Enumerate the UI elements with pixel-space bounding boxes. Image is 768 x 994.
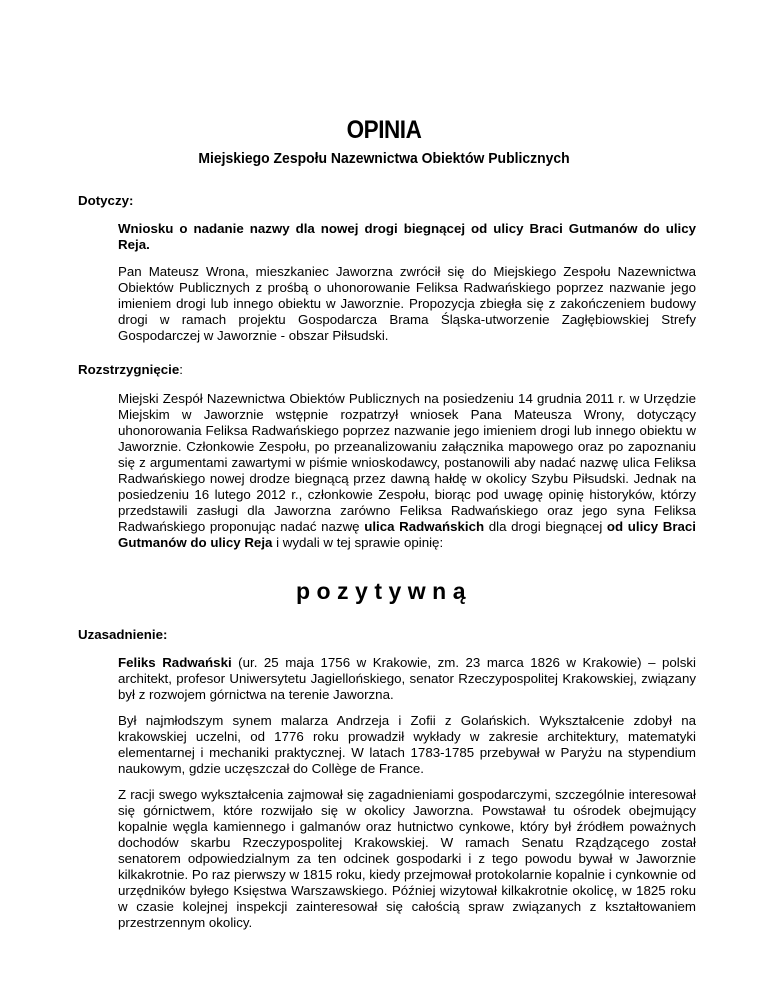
document-subtitle: Miejskiego Zespołu Nazewnictwa Obiektów Publicznych bbox=[198, 150, 570, 167]
uzasadnienie-paragraph-3: Z racji swego wykształcenia zajmował się zagadnieniami gospodarczymi, szczególnie interesował się górnictwem, które rozwijało się w okolicy Jaworzna. Powstawał tu ośrodek obejmujący kopalnie węgla kamiennego i galmanów oraz hutnictwo cynkowe, który był źródłem poważnych dochodów skarbu Rzeczypospolitej Krakowskiej. W ramach Senatu Rządzącego został senatorem odpowiedzialnym za ten odcinek gospodarki i z tego powodu bywał w Jaworznie kilkakrotnie. Po raz pierwszy w 1815 roku, kiedy przejmował protokolarnie kopalnie i cynkownie od urzędników byłego Księstwa Warszawskiego. Później wizytował kilkakrotnie okolicę, w 1825 roku w czasie kolejnej inspekcji zainteresował się całością spraw związanych z kształtowaniem przestrzennym okolicy. bbox=[118, 787, 696, 930]
rozstrzygniecie-paragraph bbox=[118, 391, 696, 551]
section-label-dotyczy: Dotyczy: bbox=[78, 193, 134, 208]
rozstrzygniecie-colon: : bbox=[179, 362, 183, 377]
person-name-bold: Feliks Radwański bbox=[118, 655, 232, 670]
rozstrzygniecie-text-1: Miejski Zespół Nazewnictwa Obiektów Publicznych na posiedzeniu 14 grudnia 2011 r. w Urzędzie Miejskim w Jaworznie wstępnie rozpatrzył wniosek Pana Mateusza Wrony, dotyczący uhonorowania Feliksa Radwańskiego poprzez nazwanie jego imieniem drogi lub innego obiektu w Jaworznie. Członkowie Zespołu, po przeanalizowaniu załącznika mapowego oraz po zapoznaniu się z argumentami zawartymi w piśmie wnioskodawcy, postanowili aby nadać nazwę ulica Feliksa Radwańskiego nowej drodze biegnącą przez dawną hałdę w okolicy Szybu Piłsudski. Jednak na posiedzeniu 16 lutego 2012 r., członkowie Zespołu, biorąc pod uwagę opinię historyków, którzy przedstawili zasługi dla Jaworzna zarówno Feliksa Radwańskiego oraz jego syna Feliksa Radwańskiego proponując nadać nazwę bbox=[118, 391, 696, 534]
rozstrzygniecie-label-text: Rozstrzygnięcie bbox=[78, 362, 180, 377]
rozstrzygniecie-text-2: dla drogi biegnącej bbox=[484, 519, 607, 534]
route-bold: od ulicy Braci Gutmanów do ulicy Reja bbox=[118, 519, 696, 550]
uzasadnienie-p1-text: (ur. 25 maja 1756 w Krakowie, zm. 23 marca 1826 w Krakowie) – polski architekt, profesor Uniwersytetu Jagiellońskiego, senator Rzeczypospolitej Krakowskiej, związany był z rozwojem górnictwa na terenie Jaworzna. bbox=[118, 655, 696, 702]
subject-bold: Wniosku o nadanie nazwy dla nowej drogi biegnącej od ulicy Braci Gutmanów do ulicy Reja. bbox=[118, 221, 696, 252]
uzasadnienie-paragraph-1 bbox=[118, 655, 696, 703]
section-label-uzasadnienie: Uzasadnienie: bbox=[78, 627, 168, 642]
uzasadnienie-paragraph-2: Był najmłodszym synem malarza Andrzeja i Zofii z Golańskich. Wykształcenie zdobył na krakowskiej uczelni, od 1776 roku prowadził wykłady w zakresie architektury, matematyki elementarnej i mechaniki praktycznej. W latach 1783-1785 przebywał w Paryżu na stypendium naukowym, gdzie uczęszczał do Collège de France. bbox=[118, 713, 696, 776]
document-title: OPINIA bbox=[346, 116, 422, 144]
section-label-rozstrzygniecie bbox=[78, 362, 183, 377]
dotyczy-paragraph: Pan Mateusz Wrona, mieszkaniec Jaworzna zwrócił się do Miejskiego Zespołu Nazewnictwa Obiektów Publicznych z prośbą o uhonorowanie Feliksa Radwańskiego poprzez nazwanie jego imieniem drogi lub innego obiektu w Jaworznie. Propozycja zbiegła się z zakończeniem budowy drogi w ramach projektu Gospodarcza Brama Śląska-utworzenie Zagłębiowskiej Strefy Gospodarczej w Jaworznie - obszar Piłsudski. bbox=[118, 264, 696, 343]
subject-text bbox=[118, 221, 696, 253]
rozstrzygniecie-text-3: i wydali w tej sprawie opinię: bbox=[272, 535, 444, 550]
verdict: pozytywną bbox=[295, 578, 473, 604]
street-name-bold: ulica Radwańskich bbox=[364, 519, 485, 534]
